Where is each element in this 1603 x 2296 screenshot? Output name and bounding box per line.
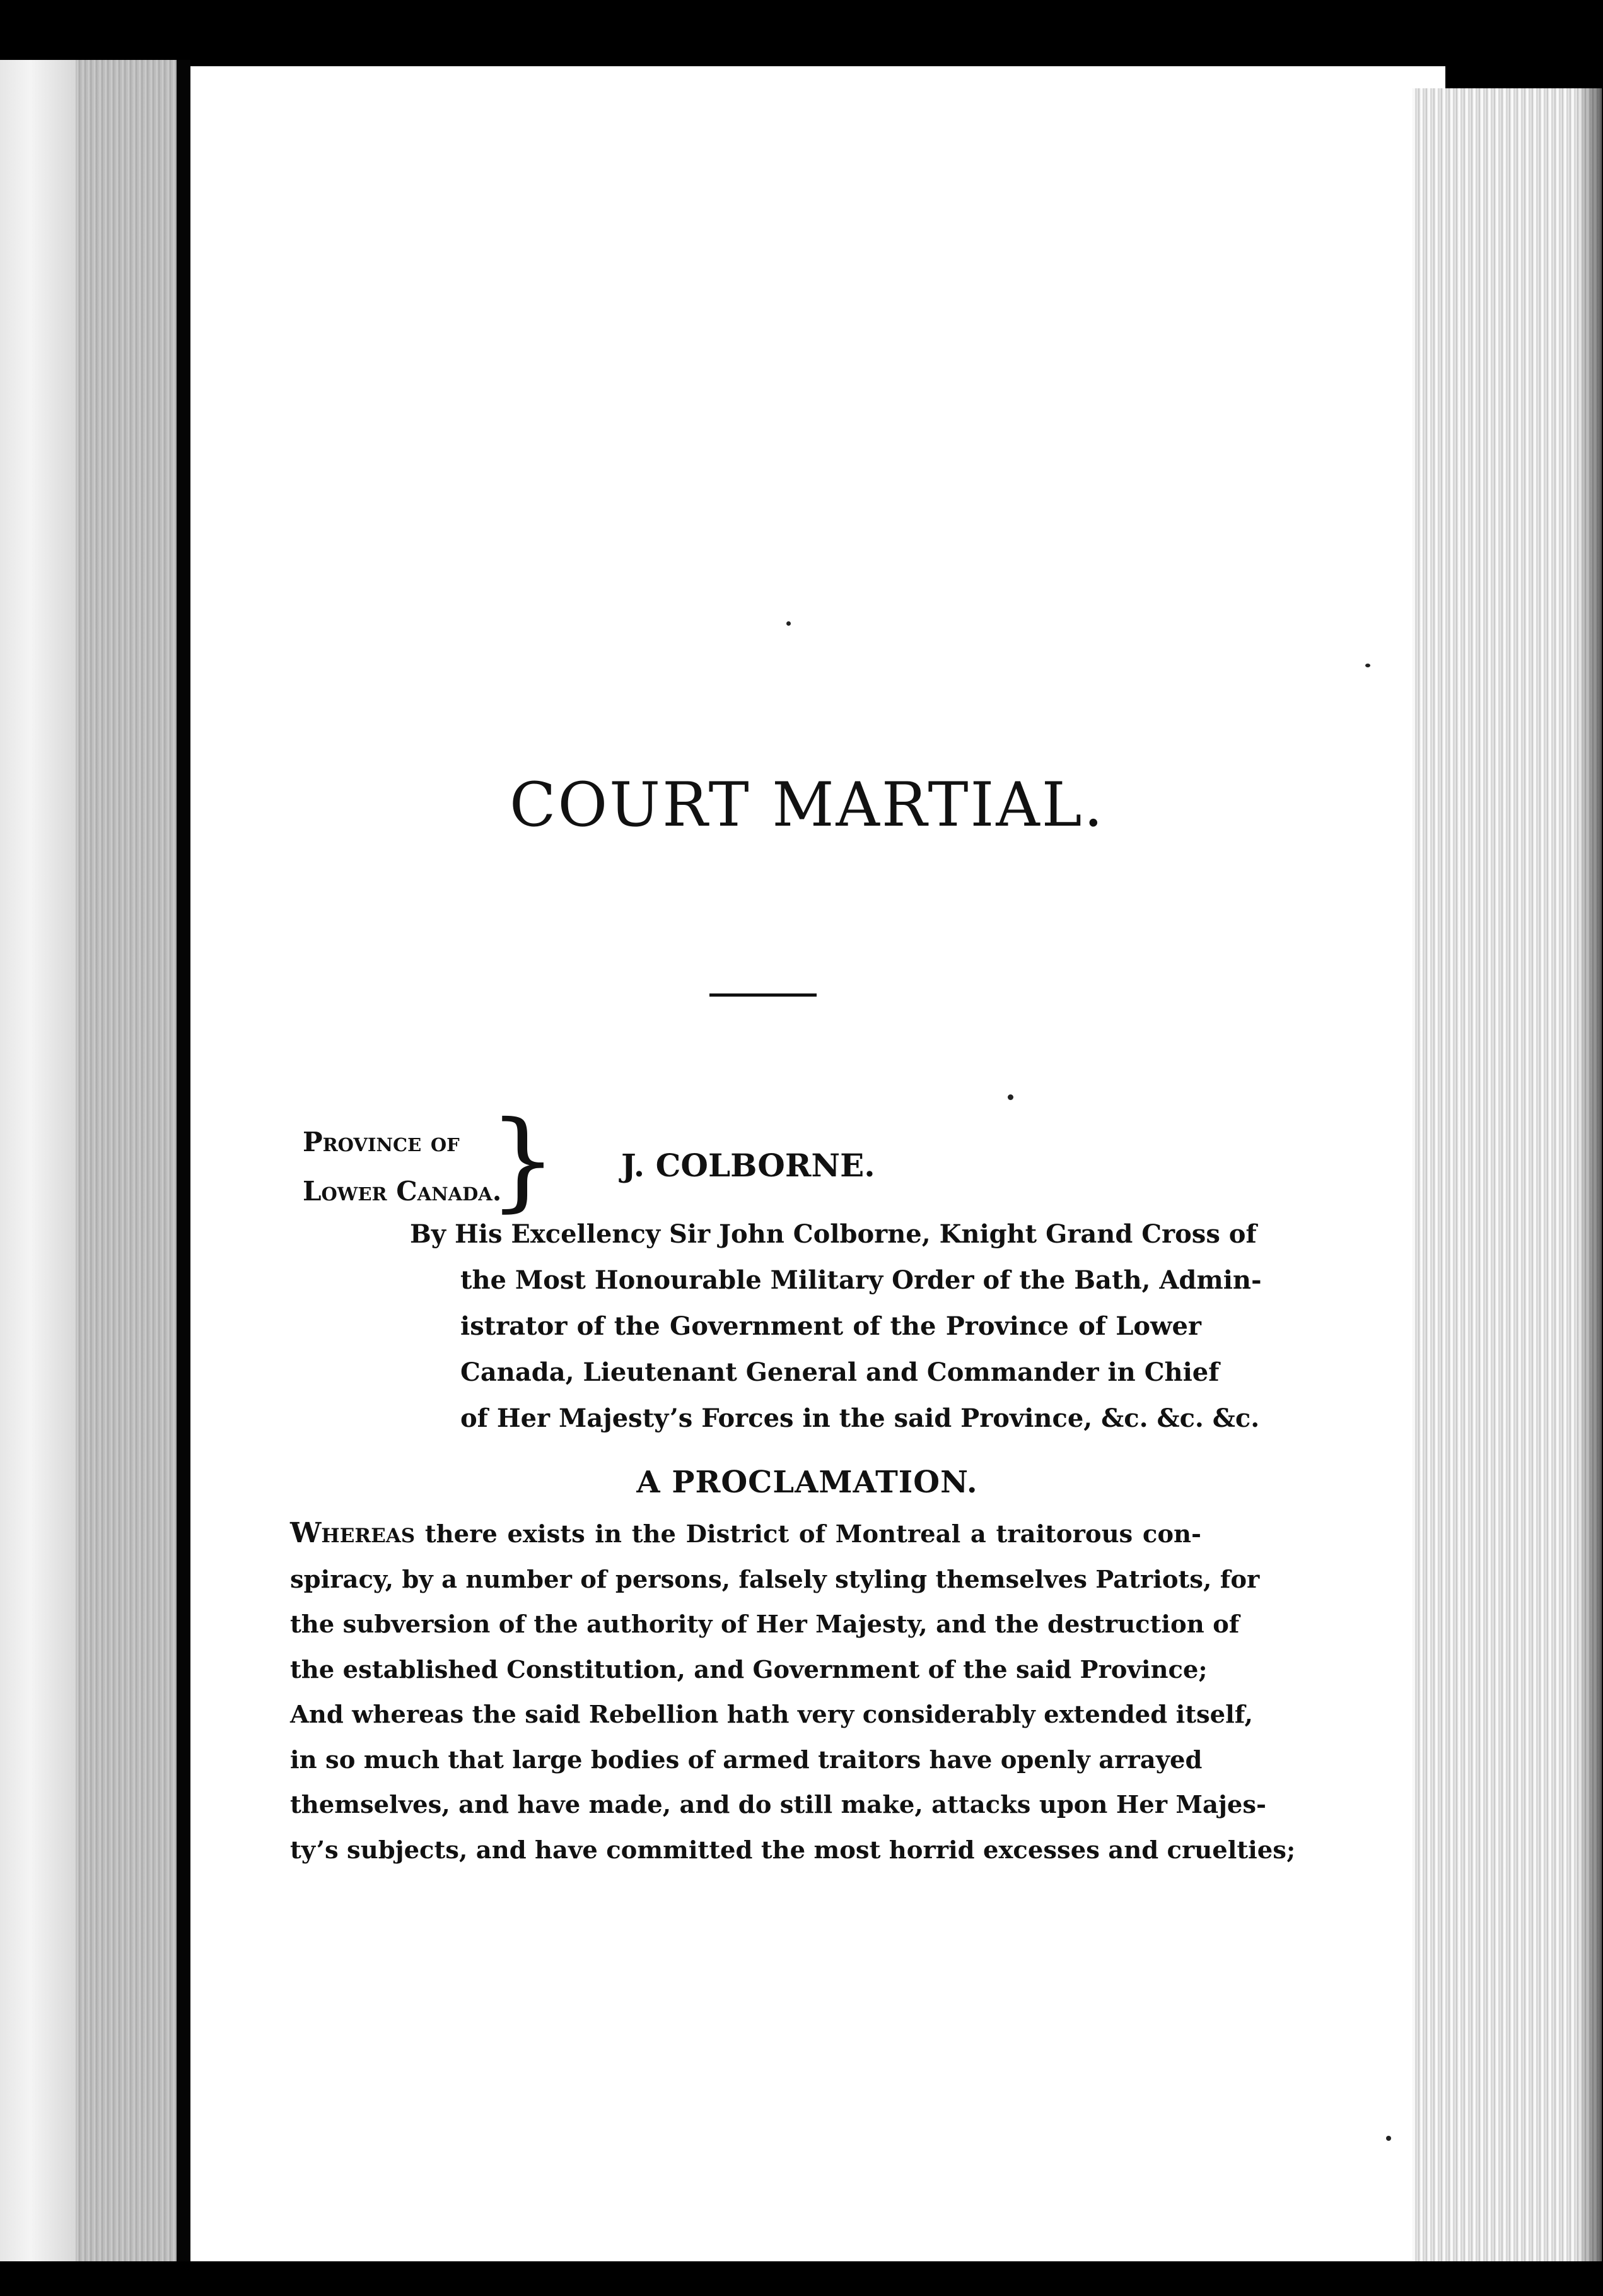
excellency-line: Canada, Lieutenant General and Commander in Chief: [460, 1357, 1220, 1387]
signature-name: J. COLBORNE.: [621, 1147, 875, 1184]
province-block: [303, 1118, 501, 1216]
body-line: in so much that large bodies of armed traitors have openly arrayed: [290, 1745, 1203, 1774]
body-line: spiracy, by a number of persons, falsely styling themselves Patriots, for: [290, 1565, 1260, 1594]
body-line: the subversion of the authority of Her Majesty, and the destruction of: [290, 1610, 1240, 1639]
curly-brace-glyph: }: [489, 1098, 557, 1223]
body-lead-word: Whereas: [290, 1517, 416, 1549]
body-line-text: there exists in the District of Montreal a traitorous con-: [424, 1520, 1201, 1549]
left-gutter: [76, 60, 177, 2261]
excellency-line: istrator of the Government of the Province of Lower: [460, 1311, 1201, 1341]
proclamation-body: [290, 1511, 1296, 1873]
page-title: COURT MARTIAL.: [510, 770, 1105, 840]
body-line: [290, 1511, 1201, 1557]
body-line: ty’s subjects, and have committed the most horrid excesses and cruelties;: [290, 1836, 1296, 1865]
title-rule: [709, 993, 817, 997]
left-page-edge: [0, 60, 76, 2261]
excellency-line: of Her Majesty’s Forces in the said Province, &c. &c. &c.: [460, 1403, 1260, 1433]
dust-speck: [1365, 664, 1370, 667]
body-line: themselves, and have made, and do still make, attacks upon Her Majes-: [290, 1791, 1267, 1819]
gutter-shadow: [177, 60, 190, 2261]
excellency-paragraph: [410, 1211, 1262, 1441]
excellency-line: By His Excellency Sir John Colborne, Knight Grand Cross of: [410, 1219, 1257, 1249]
province-line-2: Lower Canada.: [303, 1176, 502, 1207]
right-page-edges: [1413, 88, 1602, 2261]
dust-speck: [1008, 1094, 1013, 1100]
dust-speck: [1386, 2136, 1391, 2141]
dust-speck: [786, 621, 791, 626]
excellency-line: the Most Honourable Military Order of the Bath, Admin-: [460, 1265, 1262, 1295]
province-line-1: Province of: [303, 1127, 460, 1157]
proclamation-heading: A PROCLAMATION.: [636, 1465, 978, 1500]
body-line: And whereas the said Rebellion hath very considerably extended itself,: [290, 1701, 1253, 1729]
body-line: the established Constitution, and Government of the said Province;: [290, 1655, 1208, 1684]
